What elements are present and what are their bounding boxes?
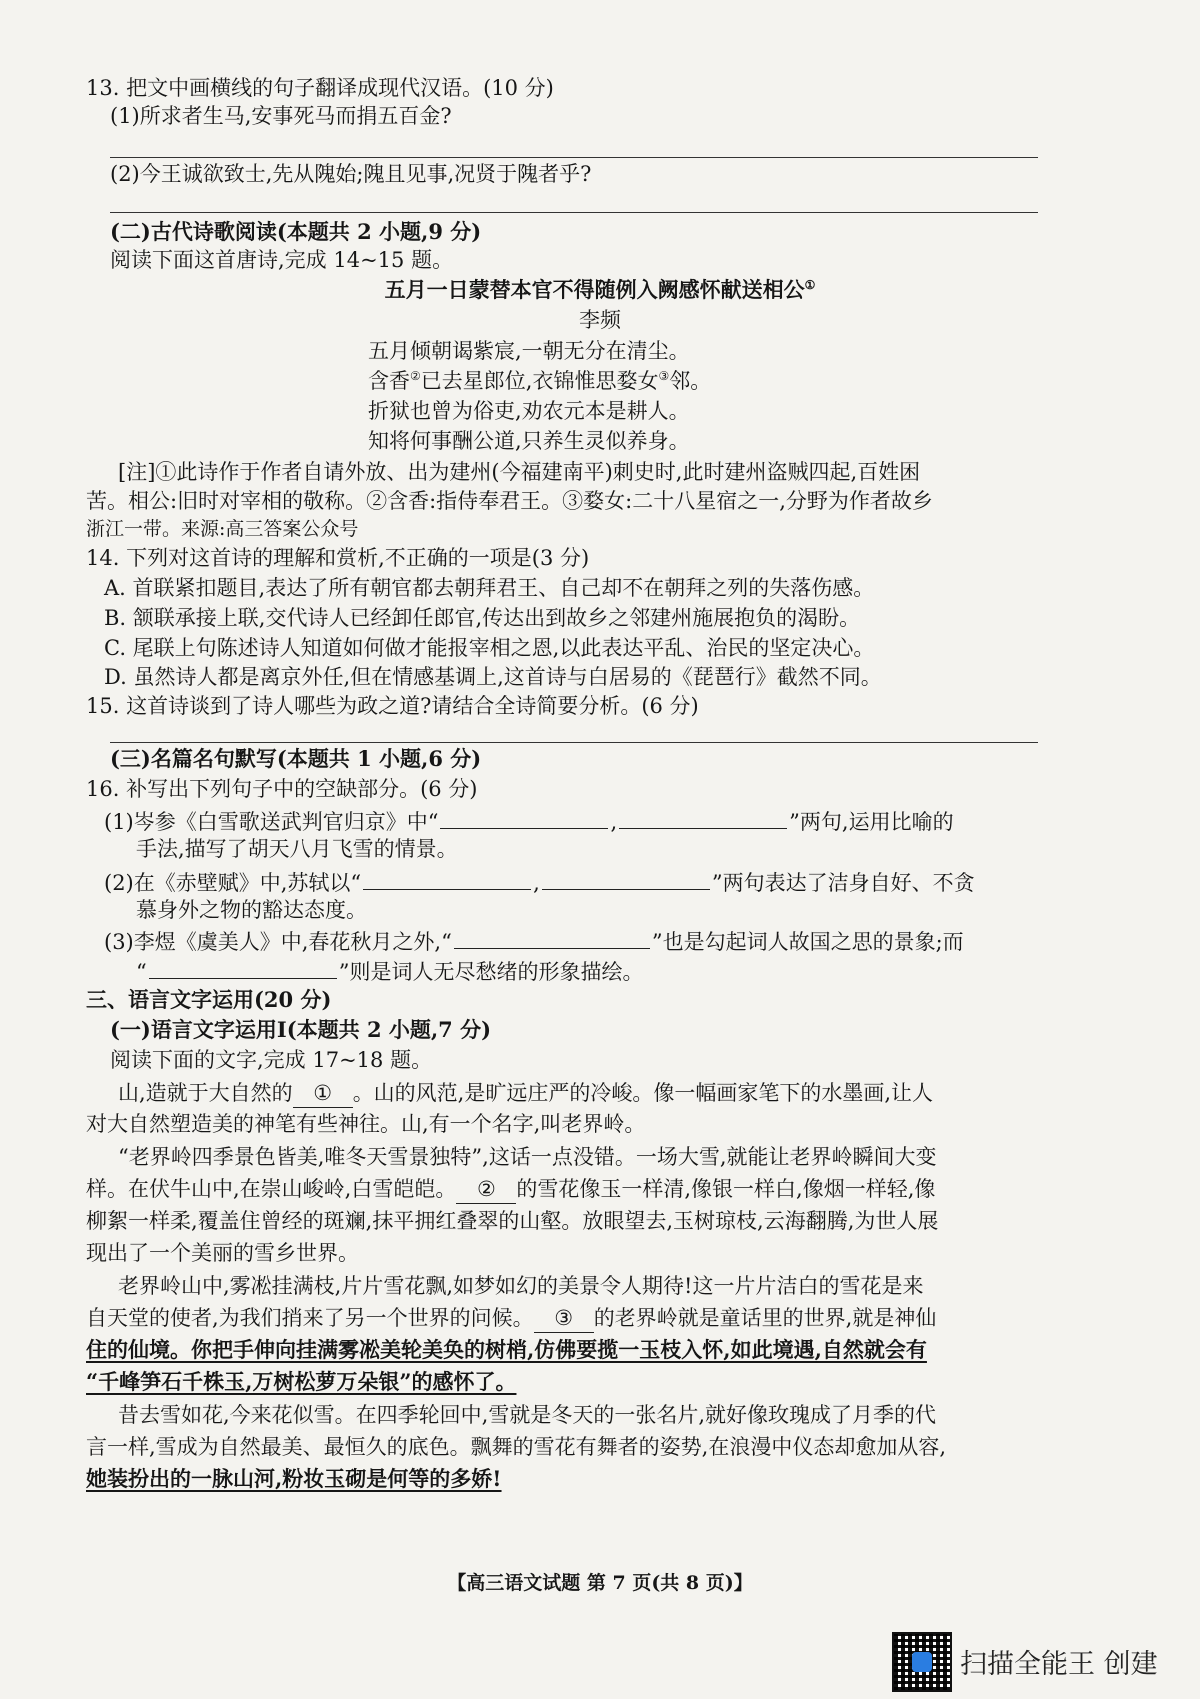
poem-line-2: 含香②已去星郎位,衣锦惟思婺女③邻。	[368, 369, 712, 393]
passage-underlined-line: 她装扮出的一脉山河,粉妆玉砌是何等的多娇!	[86, 1466, 502, 1491]
q16-part-2: (2)在《赤壁赋》中,苏轼以“ , ”两句表达了洁身自好、不贪	[104, 867, 975, 897]
scanner-watermark: 扫描全能王 创建	[960, 1649, 1158, 1680]
q13-sentence-2: (2)今王诚欲致士,先从隗始;隗且见事,况贤于隗者乎?	[110, 162, 592, 186]
q14-option-c: C. 尾联上句陈述诗人知道如何做才能报宰相之恩,以此表达平乱、治民的坚定决心。	[104, 636, 875, 660]
q16-part-3-cont: “ ”则是词人无尽愁绪的形象描绘。	[136, 956, 644, 986]
page-footer: 【高三语文试题 第 7 页(共 8 页)】	[447, 1572, 753, 1594]
fill-blank	[454, 926, 650, 949]
poem-note-2: 苦。相公:旧时对宰相的敬称。②含香:指侍奉君王。③婺女:二十八星宿之一,分野为作者故乡	[86, 489, 933, 513]
fill-blank	[619, 806, 787, 829]
section-heading-poetry: (二)古代诗歌阅读(本题共 2 小题,9 分)	[110, 219, 482, 244]
passage-line: 现出了一个美丽的雪乡世界。	[86, 1241, 359, 1265]
passage-line: 老界岭山中,雾凇挂满枝,片片雪花飘,如梦如幻的美景令人期待!这一片片洁白的雪花是来	[118, 1274, 924, 1298]
q16-part-1: (1)岑参《白雪歌送武判官归京》中“ , ”两句,运用比喻的	[104, 806, 954, 836]
passage-line: “老界岭四季景色皆美,唯冬天雪景独特”,这话一点没错。一场大雪,就能让老界岭瞬间大变	[118, 1145, 937, 1169]
poem-line-3: 折狱也曾为俗吏,劝农元本是耕人。	[368, 399, 690, 423]
poetry-intro: 阅读下面这首唐诗,完成 14~15 题。	[110, 248, 454, 272]
q16-part-2-cont: 慕身外之物的豁达态度。	[136, 898, 367, 922]
passage-underlined-line: “千峰笋石千株玉,万树松萝万朵银”的感怀了。	[86, 1369, 517, 1394]
q13-title: 13. 把文中画横线的句子翻译成现代汉语。(10 分)	[86, 76, 554, 100]
q14-title: 14. 下列对这首诗的理解和赏析,不正确的一项是(3 分)	[86, 546, 590, 570]
q15-title: 15. 这首诗谈到了诗人哪些为政之道?请结合全诗简要分析。(6 分)	[86, 694, 699, 718]
passage-line: 柳絮一样柔,覆盖住曾经的斑斓,抹平拥红叠翠的山壑。放眼望去,玉树琼枝,云海翻腾,为世人展	[86, 1209, 939, 1233]
passage-underlined-line: 住的仙境。你把手伸向挂满雾凇美轮美奂的树梢,仿佛要揽一玉枝入怀,如此境遇,自然就会有	[86, 1337, 927, 1362]
section-heading-recitation: (三)名篇名句默写(本题共 1 小题,6 分)	[110, 746, 482, 771]
q14-option-b: B. 颔联承接上联,交代诗人已经卸任郎官,传达出到故乡之邻建州施展抱负的渴盼。	[104, 606, 861, 630]
blank-2: ②	[456, 1175, 516, 1204]
blank-1: ①	[293, 1079, 353, 1108]
q16-title: 16. 补写出下列句子中的空缺部分。(6 分)	[86, 777, 478, 801]
answer-line	[110, 157, 1038, 158]
part-heading-language: 三、语言文字运用(20 分)	[86, 987, 332, 1012]
poem-title: 五月一日蒙替本官不得随例入阙感怀献送相公①	[384, 277, 816, 302]
q14-option-a: A. 首联紧扣题目,表达了所有朝官都去朝拜君王、自己却不在朝拜之列的失落伤感。	[104, 576, 875, 600]
fill-blank	[149, 956, 337, 979]
passage-line: 自天堂的使者,为我们捎来了另一个世界的问候。 ③ 的老界岭就是童话里的世界,就是神仙	[86, 1304, 936, 1333]
passage-line: 对大自然塑造美的神笔有些神往。山,有一个名字,叫老界岭。	[86, 1112, 646, 1136]
fill-blank	[440, 806, 608, 829]
section-heading-language-1: (一)语言文字运用Ⅰ(本题共 2 小题,7 分)	[110, 1017, 492, 1042]
poem-line-1: 五月倾朝谒紫宸,一朝无分在清尘。	[368, 339, 690, 363]
q16-part-3: (3)李煜《虞美人》中,春花秋月之外,“ ”也是勾起词人故国之思的景象;而	[104, 926, 964, 956]
q16-part-1-cont: 手法,描写了胡天八月飞雪的情景。	[136, 837, 458, 861]
language-intro: 阅读下面的文字,完成 17~18 题。	[110, 1048, 433, 1072]
answer-line	[110, 742, 1038, 743]
answer-line	[110, 212, 1038, 213]
poem-note-1: [注]①此诗作于作者自请外放、出为建州(今福建南平)刺史时,此时建州盗贼四起,百姓困	[118, 460, 921, 484]
poem-line-4: 知将何事酬公道,只养生灵似养身。	[368, 429, 690, 453]
poem-author: 李频	[579, 308, 621, 332]
passage-line: 言一样,雪成为自然最美、最恒久的底色。飘舞的雪花有舞者的姿势,在浪漫中仪态却愈加从容,	[86, 1435, 947, 1459]
q14-option-d: D. 虽然诗人都是离京外任,但在情感基调上,这首诗与白居易的《琵琶行》截然不同。	[104, 665, 882, 689]
poem-note-3: 浙江一带。来源:高三答案公众号	[86, 518, 359, 540]
q13-sentence-1: (1)所求者生马,安事死马而捐五百金?	[110, 104, 452, 128]
fill-blank	[542, 867, 710, 890]
passage-line: 样。在伏牛山中,在崇山峻岭,白雪皑皑。 ② 的雪花像玉一样清,像银一样白,像烟一样轻,像	[86, 1175, 935, 1204]
passage-line: 山,造就于大自然的 ① 。山的风范,是旷远庄严的冷峻。像一幅画家笔下的水墨画,让人	[118, 1079, 933, 1108]
fill-blank	[363, 867, 531, 890]
qr-code-icon	[892, 1632, 952, 1692]
passage-line: 昔去雪如花,今来花似雪。在四季轮回中,雪就是冬天的一张名片,就好像玫瑰成了月季的代	[118, 1403, 937, 1427]
blank-3: ③	[534, 1304, 594, 1333]
